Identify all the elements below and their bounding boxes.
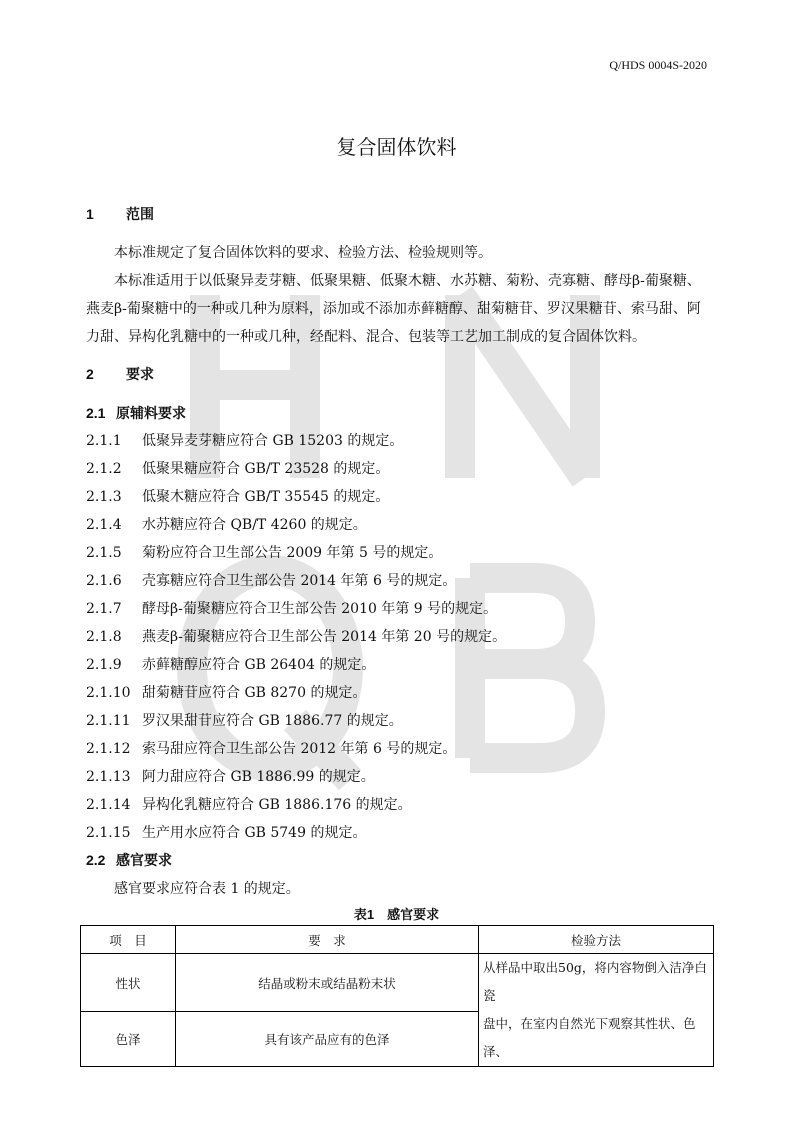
clause-item	[86, 654, 375, 674]
item-cell: 性状	[81, 954, 176, 1012]
clause-item	[86, 822, 366, 842]
clause-number: 2.1.8	[86, 629, 122, 645]
section-title: 原辅料要求	[116, 405, 186, 421]
header-cell: 项 目	[81, 926, 176, 954]
requirement-cell: 具有该产品应有的色泽	[176, 1012, 479, 1067]
clause-item	[86, 486, 389, 506]
clause-text: 罗汉果甜苷应符合 GB 1886.77 的规定。	[142, 713, 403, 729]
method-cell	[479, 954, 714, 1067]
clause-number: 2.1.2	[86, 461, 122, 477]
clause-number: 2.1.3	[86, 489, 122, 505]
clause-text: 赤藓糖醇应符合 GB 26404 的规定。	[142, 657, 376, 673]
table-caption: 表1 感官要求	[353, 907, 440, 922]
clause-text: 甜菊糖苷应符合 GB 8270 的规定。	[142, 685, 367, 701]
requirement-cell: 结晶或粉末或结晶粉末状	[176, 954, 479, 1012]
paragraph-line: 燕麦β-葡聚糖中的一种或几种为原料，添加或不添加赤藓糖醇、甜菊糖苷、罗汉果糖苷、索马甜、阿	[86, 301, 701, 317]
table-header-row	[81, 926, 714, 954]
clause-item	[86, 598, 497, 618]
clause-number: 2.1.5	[86, 545, 122, 561]
section-2-2-heading	[86, 850, 172, 870]
clause-number: 2.1.15	[86, 825, 131, 841]
section-number: 1	[86, 206, 94, 222]
clause-item	[86, 542, 442, 562]
method-line: 从样品中取出50g，将内容物倒入洁净白瓷	[483, 960, 707, 1003]
clause-number: 2.1.10	[86, 685, 131, 701]
item-cell: 色泽	[81, 1012, 176, 1067]
watermark-letter-h	[205, 295, 305, 478]
clause-item	[86, 682, 366, 702]
header-cell: 要 求	[176, 926, 479, 954]
clause-number: 2.1.6	[86, 573, 122, 589]
section-title: 感官要求	[116, 852, 172, 868]
clause-number: 2.1.11	[86, 713, 131, 729]
clause-text: 生产用水应符合 GB 5749 的规定。	[142, 825, 367, 841]
watermark-letter-n	[460, 295, 585, 478]
clause-number: 2.1.9	[86, 657, 122, 673]
clause-text: 索马甜应符合卫生部公告 2012 年第 6 号的规定。	[142, 741, 457, 757]
section-title: 范围	[126, 206, 154, 222]
clause-text: 低聚木糖应符合 GB/T 35545 的规定。	[142, 489, 390, 505]
section-1-heading	[86, 204, 154, 224]
clause-item	[86, 626, 506, 646]
header-cell: 检验方法	[479, 926, 714, 954]
clause-number: 2.1.1	[86, 433, 122, 449]
paragraph-line: 力甜、异构化乳糖中的一种或几种，经配料、混合、包装等工艺加工制成的复合固体饮料。	[86, 329, 646, 345]
clause-item	[86, 710, 403, 730]
clause-number: 2.1.12	[86, 741, 131, 757]
section-2-1-heading	[86, 403, 186, 423]
clause-text: 菊粉应符合卫生部公告 2009 年第 5 号的规定。	[142, 545, 443, 561]
section-title: 要求	[126, 366, 154, 382]
paragraph-line: 本标准适用于以低聚异麦芽糖、低聚果糖、低聚木糖、水苏糖、菊粉、壳寡糖、酵母β-葡聚糖、	[114, 273, 701, 289]
clause-text: 低聚异麦芽糖应符合 GB 15203 的规定。	[142, 433, 404, 449]
section-number: 2.2	[86, 852, 106, 868]
table-row	[81, 954, 714, 1012]
section-2-heading	[86, 364, 154, 384]
section-number: 2	[86, 366, 94, 382]
clause-item	[86, 738, 456, 758]
clause-text: 水苏糖应符合 QB/T 4260 的规定。	[142, 517, 367, 533]
clause-text: 酵母β-葡聚糖应符合卫生部公告 2010 年第 9 号的规定。	[142, 601, 498, 617]
clause-text: 壳寡糖应符合卫生部公告 2014 年第 6 号的规定。	[142, 573, 457, 589]
sensory-requirements-table	[80, 925, 714, 1067]
clause-number: 2.1.4	[86, 517, 122, 533]
clause-item	[86, 430, 403, 450]
section-number: 2.1	[86, 405, 106, 421]
document-code: Q/HDS 0004S-2020	[609, 58, 707, 72]
clause-item	[86, 794, 412, 814]
clause-text: 异构化乳糖应符合 GB 1886.176 的规定。	[142, 797, 412, 813]
clause-item	[86, 514, 367, 534]
clause-number: 2.1.13	[86, 769, 131, 785]
clause-text: 低聚果糖应符合 GB/T 23528 的规定。	[142, 461, 390, 477]
page-title: 复合固体饮料	[336, 137, 457, 159]
clause-item	[86, 766, 375, 786]
clause-number: 2.1.7	[86, 601, 122, 617]
clause-item	[86, 458, 389, 478]
method-line: 盘中，在室内自然光下观察其性状、色泽、	[483, 1016, 696, 1059]
paragraph: 本标准规定了复合固体饮料的要求、检验方法、检验规则等。	[114, 245, 492, 261]
clause-item	[86, 570, 456, 590]
clause-number: 2.1.14	[86, 797, 131, 813]
paragraph: 感官要求应符合表 1 的规定。	[114, 881, 300, 897]
clause-text: 阿力甜应符合 GB 1886.99 的规定。	[142, 769, 375, 785]
clause-text: 燕麦β-葡聚糖应符合卫生部公告 2014 年第 20 号的规定。	[142, 629, 507, 645]
